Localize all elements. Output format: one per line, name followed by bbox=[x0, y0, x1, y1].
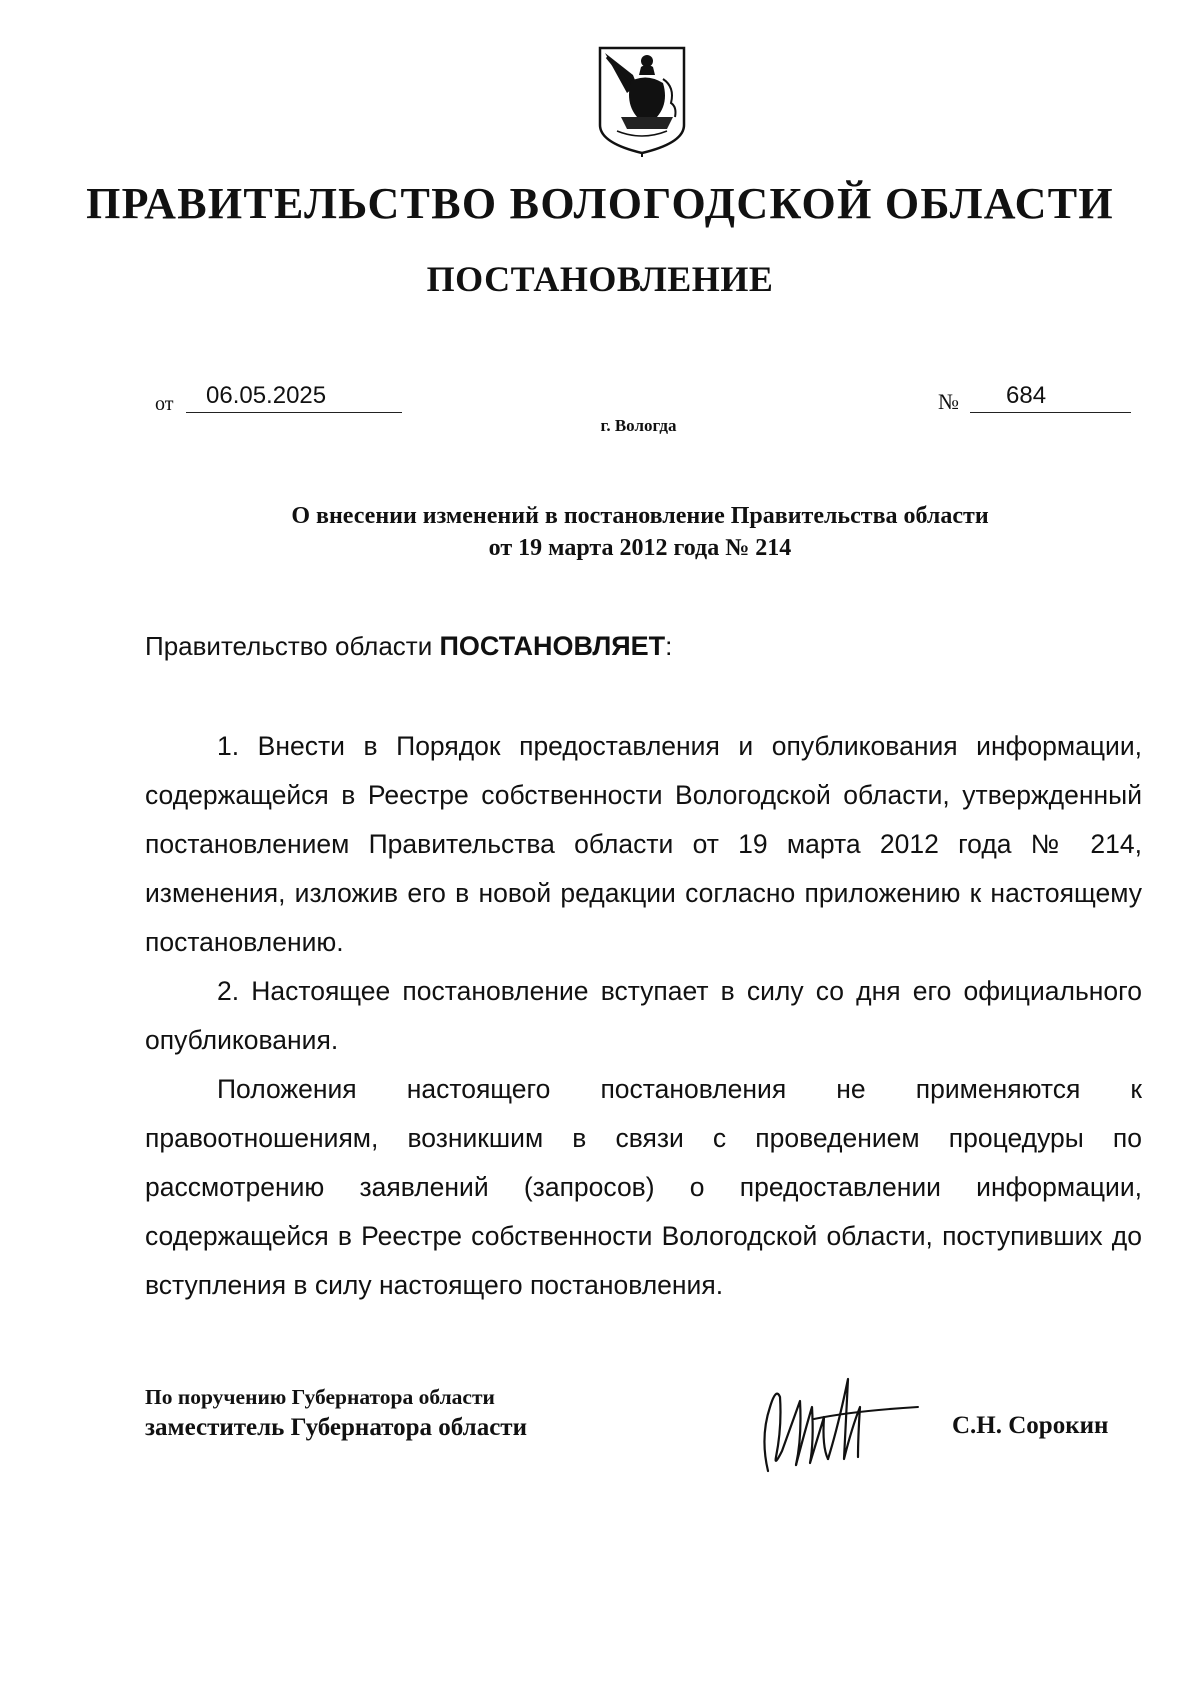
body-paragraph: 2. Настоящее постановление вступает в силу со дня его официального опубликования. bbox=[145, 976, 1142, 1055]
signature-authority-line: По поручению Губернатора области bbox=[145, 1385, 495, 1409]
body-paragraph: 1. Внести в Порядок предоставления и опубликования информации, содержащейся в Реестре собственности Вологодской области, утвержденный постановлением Правительства области от 19 марта 2012 года № 214, изменения, изложив его в новой редакции согласно приложению к настоящему постановлению. bbox=[145, 731, 1142, 957]
date-prefix: от bbox=[155, 393, 174, 415]
document-date: 06.05.2025 bbox=[186, 381, 402, 413]
document-heading bbox=[120, 500, 1160, 564]
organization-title: ПРАВИТЕЛЬСТВО ВОЛОГОДСКОЙ ОБЛАСТИ bbox=[86, 179, 1114, 228]
document-number: 684 bbox=[970, 381, 1131, 413]
preamble-text: Правительство области bbox=[145, 631, 440, 661]
preamble bbox=[145, 631, 672, 662]
preamble-emphasis: ПОСТАНОВЛЯЕТ bbox=[439, 631, 666, 661]
signatory-position: заместитель Губернатора области bbox=[145, 1414, 527, 1441]
preamble-colon: : bbox=[665, 631, 673, 661]
document-type: ПОСТАНОВЛЕНИЕ bbox=[426, 259, 774, 299]
handwritten-signature bbox=[752, 1367, 920, 1482]
city: г. Вологда bbox=[600, 416, 677, 435]
signer-name: С.Н. Сорокин bbox=[952, 1412, 1109, 1439]
number-prefix: № bbox=[938, 389, 959, 414]
coat-of-arms-emblem bbox=[597, 45, 687, 157]
heading-line-2: от 19 марта 2012 года № 214 bbox=[488, 535, 792, 561]
body-paragraph: Положения настоящего постановления не применяются к правоотношениям, возникшим в связи с проведением процедуры по рассмотрению заявлений (запросов) о предоставлении информации, содержащейся в Реестре собственности Вологодской области, поступивших до вступления в силу настоящего постановления. bbox=[145, 1074, 1142, 1300]
heading-line-1: О внесении изменений в постановление Правительства области bbox=[291, 503, 989, 529]
